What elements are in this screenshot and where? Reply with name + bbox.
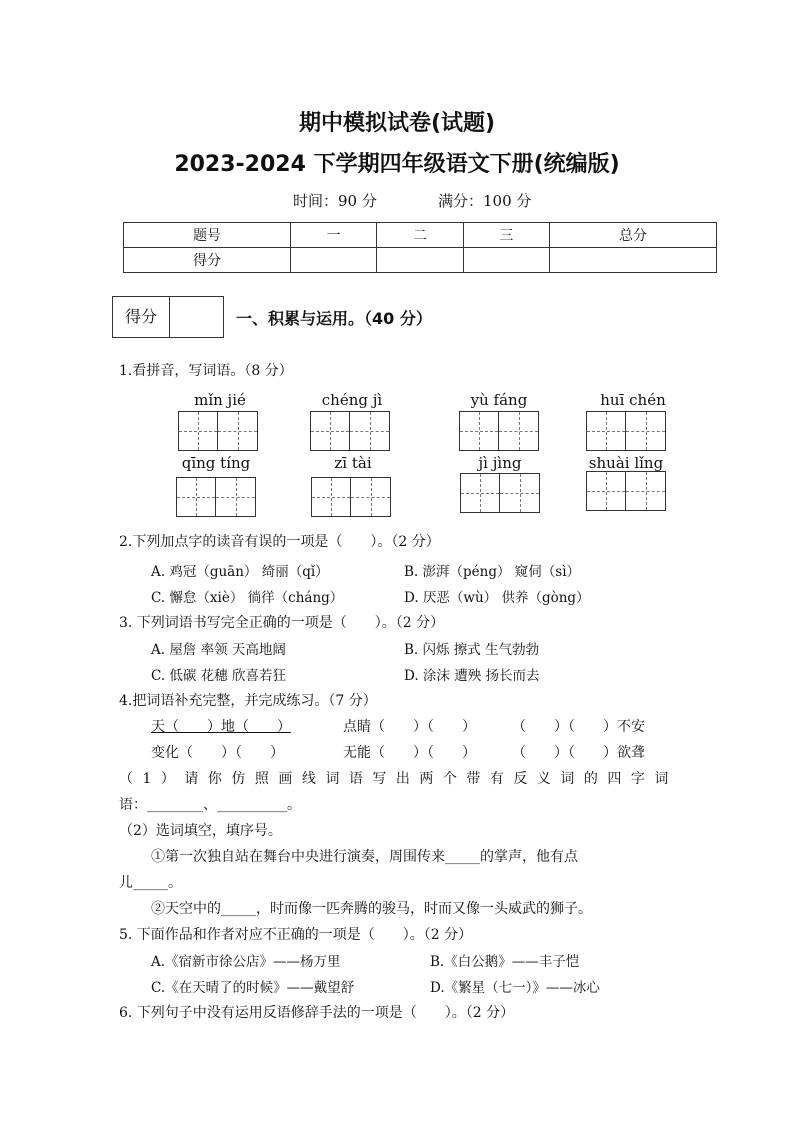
score-cell: 一	[290, 223, 376, 248]
pinyin-label: chéng jì	[321, 391, 383, 409]
section-score-label: 得分	[113, 297, 170, 337]
sentence-1-cont[interactable]: 儿_____。	[119, 875, 182, 891]
writing-grid[interactable]	[176, 477, 256, 517]
question-2-title: 2.下列加点字的读音有误的一项是（ ）。（2 分）	[119, 534, 440, 550]
idiom-blank[interactable]: 点睛（ ）（ ）	[343, 719, 476, 735]
question-1-title: 1.看拼音，写词语。（8 分）	[119, 363, 293, 379]
score-cell: 总分	[549, 223, 716, 248]
underlined-idiom[interactable]: 天（ ）地（ ）	[151, 719, 291, 735]
option-a[interactable]: A. 鸡冠（guān） 绮丽（qǐ）	[151, 564, 329, 580]
writing-grid[interactable]	[586, 471, 666, 511]
option-d[interactable]: D. 涂沫 遭殃 扬长而去	[404, 668, 540, 684]
idiom-blank[interactable]: 变化（ ）（ ）	[151, 745, 284, 761]
writing-grid[interactable]	[178, 411, 258, 451]
writing-grid[interactable]	[460, 473, 540, 513]
option-c[interactable]: C. 懈怠（xiè） 徜徉（cháng）	[151, 590, 344, 606]
score-cell[interactable]	[290, 248, 376, 273]
writing-grid[interactable]	[586, 411, 666, 451]
option-b[interactable]: B.《白公鹅》——丰子恺	[430, 954, 580, 970]
sentence-2[interactable]: ②天空中的_____，时而像一匹奔腾的骏马，时而又像一头威武的狮子。	[151, 901, 592, 917]
section-heading: 一、积累与运用。（40 分）	[236, 309, 432, 328]
subquestion-1-answer[interactable]: 语：________、__________。	[119, 797, 301, 813]
pinyin-label: shuài lǐng	[588, 454, 664, 472]
option-d[interactable]: D. 厌恶（wù） 供养（gòng）	[404, 590, 590, 606]
score-table-score-row	[124, 248, 717, 273]
pinyin-label: qīng tíng	[181, 454, 251, 472]
option-b[interactable]: B. 闪烁 擦式 生气勃勃	[404, 642, 540, 658]
score-cell: 二	[377, 223, 463, 248]
question-6-title: 6. 下列句子中没有运用反语修辞手法的一项是（ ）。（2 分）	[119, 1005, 515, 1021]
question-3-title: 3. 下列词语书写完全正确的一项是（ ）。（2 分）	[119, 615, 445, 631]
pinyin-label: mǐn jié	[194, 391, 246, 409]
option-b[interactable]: B. 澎湃（péng） 窥伺（sì）	[404, 564, 581, 580]
pinyin-label: yù fáng	[470, 391, 528, 409]
score-cell: 题号	[124, 223, 291, 248]
score-cell: 三	[463, 223, 549, 248]
subquestion-2: （2）选词填空，填序号。	[119, 823, 282, 839]
score-table-header-row	[124, 223, 717, 248]
score-cell: 得分	[124, 248, 291, 273]
question-5-title: 5. 下面作品和作者对应不正确的一项是（ ）。（2 分）	[119, 927, 473, 943]
exam-time: 时间：90 分	[293, 192, 377, 210]
option-a[interactable]: A. 屋詹 率领 天高地阔	[151, 642, 286, 658]
score-cell[interactable]	[377, 248, 463, 273]
writing-grid[interactable]	[311, 477, 391, 517]
exam-subtitle: 2023-2024 下学期四年级语文下册(统编版)	[174, 152, 620, 177]
pinyin-label: huī chén	[600, 391, 666, 409]
sentence-1[interactable]: ①第一次独自站在舞台中央进行演奏，周围传来_____的掌声，他有点	[151, 849, 578, 865]
score-cell[interactable]	[463, 248, 549, 273]
idiom-blank[interactable]: 无能（ ）（ ）	[343, 745, 476, 761]
subquestion-1: （1）请你仿照画线词语写出两个带有反义词的四字词	[119, 771, 678, 787]
pinyin-label: zī tài	[334, 454, 372, 472]
option-d[interactable]: D.《繁星（七一）》——冰心	[430, 980, 600, 996]
section-score-box	[112, 296, 224, 338]
score-cell[interactable]	[549, 248, 716, 273]
option-a[interactable]: A.《宿新市徐公店》——杨万里	[151, 954, 341, 970]
idiom-blank[interactable]: （ ）（ ）不安	[512, 719, 645, 735]
question-4-title: 4.把词语补充完整，并完成练习。（7 分）	[119, 693, 377, 709]
option-c[interactable]: C. 低碳 花穗 欣喜若狂	[151, 668, 287, 684]
option-c[interactable]: C.《在天晴了的时候》——戴望舒	[151, 980, 355, 996]
exam-full-score: 满分：100 分	[438, 192, 532, 210]
writing-grid[interactable]	[459, 411, 539, 451]
idiom-blank[interactable]: （ ）（ ）欲聋	[512, 745, 645, 761]
writing-grid[interactable]	[310, 411, 390, 451]
pinyin-label: jì jìng	[478, 454, 522, 472]
score-table	[123, 222, 717, 273]
exam-title: 期中模拟试卷(试题)	[298, 111, 496, 136]
